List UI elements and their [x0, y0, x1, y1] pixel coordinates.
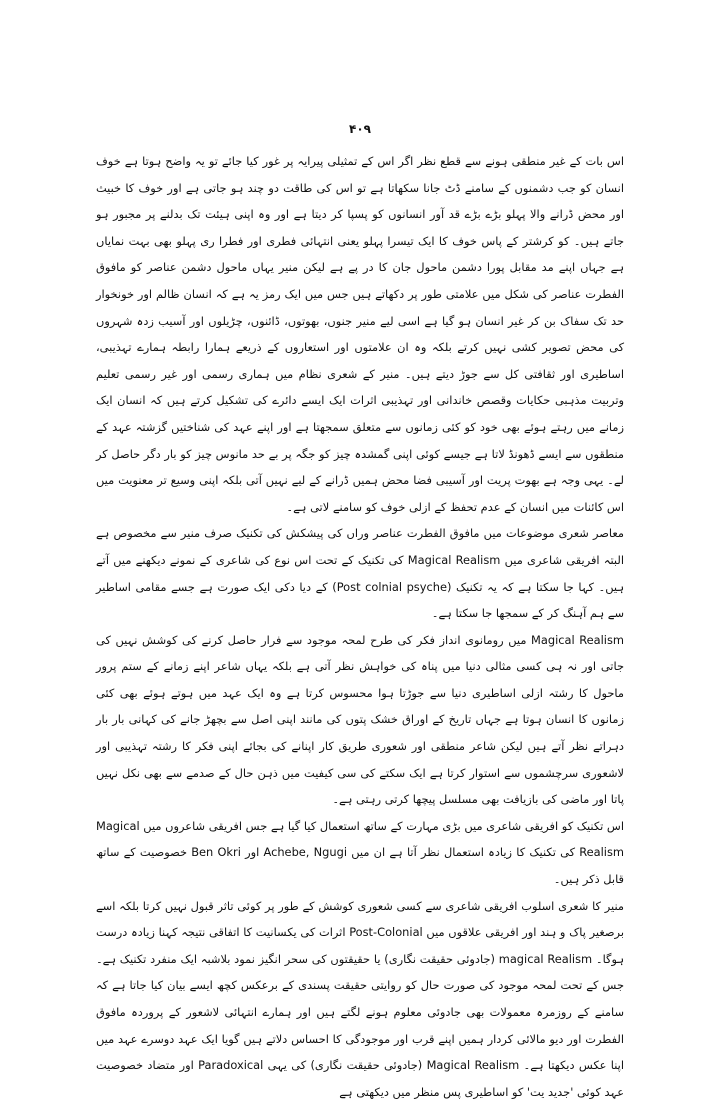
page-number: ۴۰۹: [349, 122, 371, 136]
paragraph-3: Magical Realism میں رومانوی انداز فکر کی طرح لمحہ موجود سے فرار حاصل کرنے کی کوشش نہیں کی جاتی اور نہ ہی کسی مثالی دنیا میں پناہ کی خواہش نظر آتی ہے بلکہ یہاں شاعر اپنے زمانے کے ستم پرور ماحول کا رشتہ ازلی اساطیری دنیا سے جوڑتا ہوا محسوس کرتا ہے وہ ایک عہد میں ہوتے ہوئے بھی کئی زمانوں کا انسان ہوتا ہے جہاں تاریخ کے اوراق خشک پتوں کی مانند اپنی اصل سے بچھڑ جانے کی کہانی بار بار دہراتے نظر آتے ہیں لیکن شاعر منطقی اور شعوری طریق کار اپنانے کی بجائے اپنی فکر کا رشتہ تہذیبی اور لاشعوری سرچشموں سے استوار کرتا ہے ایک سکتے کی سی کیفیت میں ذہن حال کے صدمے سے بھی نکل نہیں پاتا اور ماضی کی بازیافت بھی مسلسل پیچھا کرتی رہتی ہے۔: [96, 632, 624, 807]
paragraph-1: اس بات کے غیر منطقی ہونے سے قطع نظر اگر اس کے تمثیلی پیرایہ پر غور کیا جائے تو یہ واضح ہوتا ہے خوف انسان کو جب دشمنوں کے سامنے ڈٹ جانا سکھاتا ہے تو اس کی طاقت دو چند ہو جاتی ہے اور خوف کا خبیث اور محض ڈرانے والا پہلو بڑے بڑے قد آور انسانوں کو پسپا کر دیتا ہے اور وہ اپنی ہیئت تک بدلنے پر مجبور ہو جاتے ہیں۔ کو کرشتر کے پاس خوف کا ایک تیسرا پہلو یعنی انتہائی فطری اور فطرا ری پہلو بھی بہت نمایاں ہے جہاں اپنے مد مقابل پورا دشمن ماحول جان کا در پے ہے لیکن منیر یہاں ماحول دشمن عناصر کو مافوق الفطرت عناصر کی شکل میں علامتی طور پر دکھاتے ہیں جس میں ایک رمز یہ ہے کہ انسان ظالم اور خونخوار حد تک سفاک بن کر غیر انسان ہو گیا ہے اسی لیے منیر جنوں، بھوتوں، ڈائنوں، چڑیلوں اور آسیب زدہ شہروں کی محض تصویر کشی نہیں کرتے بلکہ وہ ان علامتوں اور استعاروں کے ذریعے ہمارا رابطہ ہمارے تہذیبی، اساطیری اور ثقافتی کل سے جوڑ دیتے ہیں۔ منیر کے شعری نظام میں ہماری رسمی اور غیر رسمی تعلیم وتربیت مذہبی حکایات وقصص خاندانی اور تہذیبی اثرات ایک ایسے دائرے کی تشکیل کرتے ہیں کہ انسان ایک زمانے میں رہتے ہوئے بھی خود کو کئی زمانوں سے متعلق سمجھتا ہے اور اپنے عہد کی شناختیں گزشتہ عہد کے منطقوں سے ایسے ڈھونڈ لاتا ہے جیسے کوئی اپنی گمشدہ چیز کو جگہ پر بے حد مانوس چیز کو بار دگر حاصل کر لے۔ یہی وجہ ہے بھوت پریت اور آسیبی فضا محض ہمیں ڈرانے کے لیے نہیں آتی بلکہ اپنی وسیع تر معنویت میں اس کائنات میں انسان کے عدم تحفظ کے ازلی خوف کو سامنے لاتی ہے۔: [96, 154, 624, 514]
paragraph-2: معاصر شعری موضوعات میں مافوق الفطرت عناصر وراں کی پیشکش کی تکنیک صرف منیر سے مخصوص ہے البتہ افریقی شاعری میں Magical Realism کی تکنیک کے تحت اس نوع کی شاعری کے نمونے دیکھنے میں آتے ہیں۔ کہا جا سکتا ہے کہ یہ تکنیک (Post colnial psyche) کے دیا دکی ایک صورت ہے جسے مقامی اساطیر سے ہم آہنگ کر کے سمجھا جا سکتا ہے۔: [96, 526, 624, 621]
paragraph-5: منیر کا شعری اسلوب افریقی شاعری سے کسی شعوری کوشش کے طور پر کوئی تاثر قبول نہیں کرتا بلکہ اسے برصغیر پاک و ہند اور افریقی علاقوں میں Post-Colonial اثرات کی یکسانیت کا اتفاقی نتیجہ کہنا زیادہ درست ہوگا۔ magical Realism (جادوئی حقیقت نگاری) یا حقیقتوں کی سحر انگیز نمود بلاشبہ ایک منفرد تکنیک ہے۔ جس کے تحت لمحہ موجود کی صورت حال کو روایتی حقیقت پسندی کے برعکس کچھ ایسے بیان کیا جاتا ہے کہ سامنے کے روزمرہ معمولات بھی جادوئی معلوم ہونے لگتے ہیں اور ہمارے انتہائی لاشعور کے پروردہ مافوق الفطرت اور دیو مالائی کردار ہمیں اپنے قرب اور موجودگی کا احساس دلاتے ہیں گویا ایک عہد دوسرے عہد میں اپنا عکس دیکھتا ہے۔ Magical Realism (جادوئی حقیقت نگاری) کی یہی Paradoxical اور متضاد خصوصیت عہد کوئی 'جدید یت' کو اساطیری پس منظر میں دیکھتی ہے: [96, 898, 625, 1099]
document-body: [96, 148, 624, 1105]
paragraph-4: اس تکنیک کو افریقی شاعری میں بڑی مہارت کے ساتھ استعمال کیا گیا ہے جس افریقی شاعروں میں Magical Realism کی تکنیک کا زیادہ استعمال نظر آتا ہے ان میں Achebe, Ngugi اور Ben Okri خصوصیت کے ساتھ قابل ذکر ہیں۔: [96, 818, 624, 887]
